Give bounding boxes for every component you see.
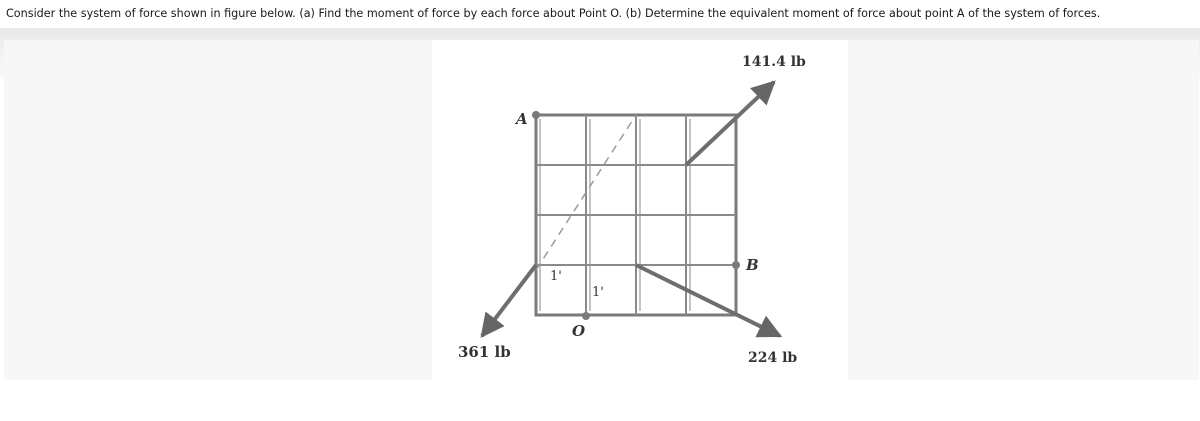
question-text: Consider the system of force shown in figure below. (a) Find the moment of force by each force about Point O. (b) Determine the equivalent moment of force about point A of the system of forces. [6,7,1101,20]
point-a-label: A [516,110,528,128]
force-361-arrow [482,265,536,336]
point-b-label: B [746,256,759,274]
force-left-label: 361 lb [458,343,511,361]
dim-vertical-label: 1' [592,285,604,300]
force-224-arrow [636,265,780,336]
figure-image [432,40,848,380]
dim-horizontal-label: 1' [550,269,562,284]
point-a-dot [532,111,540,119]
point-o-dot [582,312,590,320]
point-b-dot [732,261,740,269]
point-o-label: O [572,322,586,340]
force-top-label: 141.4 lb [742,54,806,70]
force-right-label: 224 lb [748,350,798,366]
force-141-arrow [686,82,774,165]
force-diagram [432,40,848,380]
